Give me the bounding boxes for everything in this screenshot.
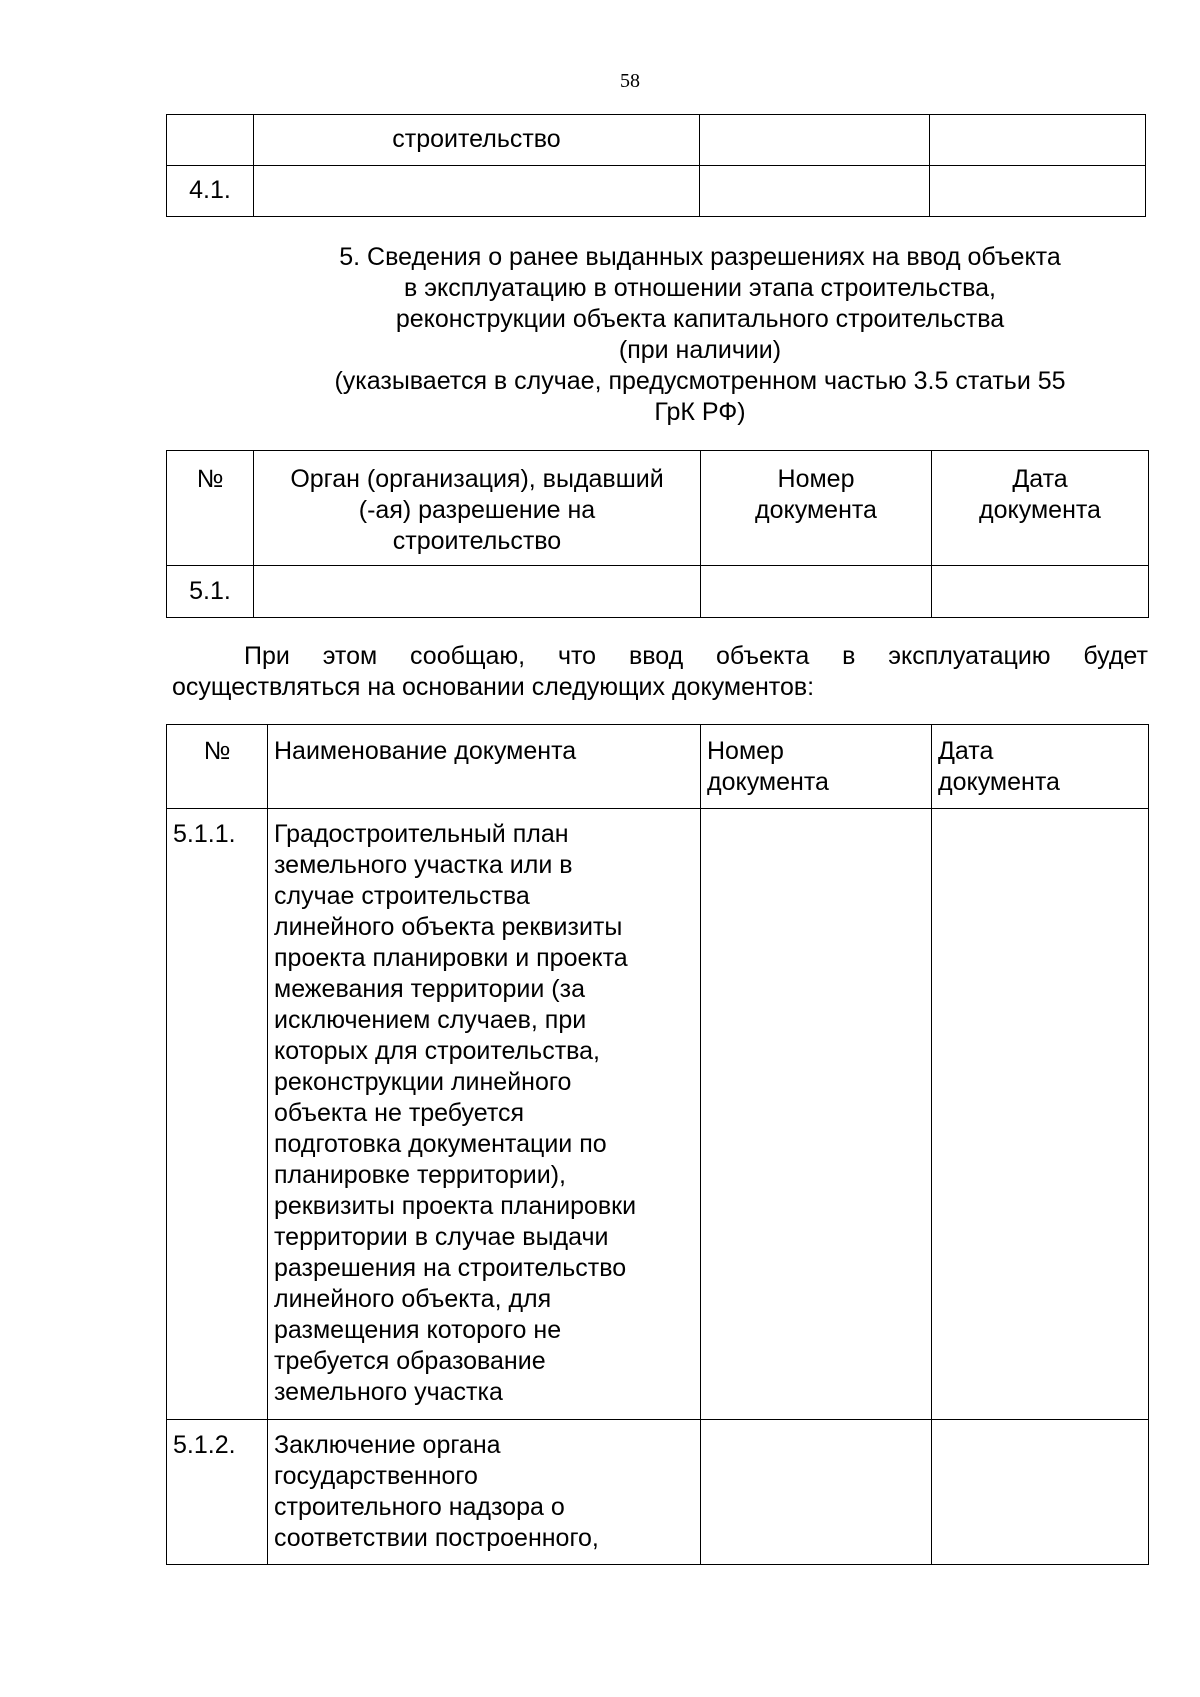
text-line: планировке территории),: [274, 1161, 566, 1189]
table-header-row: [167, 725, 1149, 809]
text-line: проекта планировки и проекта: [274, 944, 628, 972]
word: ввод: [628, 642, 684, 670]
header-line: документа: [707, 768, 829, 796]
header-line: Дата: [1012, 465, 1068, 493]
text-line: территории в случае выдачи: [274, 1223, 609, 1251]
header-doc-date: [932, 725, 1149, 809]
heading-line: (при наличии): [618, 336, 782, 364]
header-num: №: [167, 725, 268, 809]
header-line: Номер: [707, 737, 784, 765]
table-row: [167, 1420, 1149, 1565]
text-line: разрешения на строительство: [274, 1254, 627, 1282]
row-number-cell: 5.1.: [167, 566, 254, 618]
word: сообщаю,: [410, 642, 526, 670]
permits-table: [166, 450, 1149, 618]
text-line: реквизиты проекта планировки: [274, 1192, 637, 1220]
header-document-name: Наименование документа: [268, 725, 701, 809]
construction-table: [166, 114, 1146, 217]
text-line: требуется образование: [274, 1347, 546, 1375]
description-cell: строительство: [254, 115, 700, 166]
header-line: документа: [938, 768, 1060, 796]
text-line: земельного участка или в: [274, 851, 573, 879]
doc-number-cell: [701, 809, 932, 1420]
text-line: соответствии построенного,: [274, 1524, 599, 1552]
header-line: Орган (организация), выдавший: [290, 465, 664, 493]
table-row: [167, 809, 1149, 1420]
description-cell: [254, 166, 700, 217]
header-line: Дата: [938, 737, 994, 765]
paragraph-line: осуществляться на основании следующих документов:: [172, 673, 815, 701]
statement-paragraph: [172, 641, 1148, 703]
header-doc-number: [701, 451, 932, 566]
text-line: государственного: [274, 1462, 478, 1490]
doc-number-cell: [701, 1420, 932, 1565]
table-row: [167, 166, 1146, 217]
text-line: межевания территории (за: [274, 975, 585, 1003]
table-row: [167, 566, 1149, 618]
row-number-cell: [167, 115, 254, 166]
paragraph-line: [172, 641, 1148, 672]
text-line: исключением случаев, при: [274, 1006, 587, 1034]
text-line: подготовка документации по: [274, 1130, 607, 1158]
row-number-cell: 5.1.1.: [167, 809, 268, 1420]
row-number-cell: 5.1.2.: [167, 1420, 268, 1565]
row-number-cell: 4.1.: [167, 166, 254, 217]
doc-date-cell: [932, 1420, 1149, 1565]
word: При: [244, 642, 290, 670]
header-line: документа: [979, 496, 1101, 524]
document-name-cell: [268, 1420, 701, 1565]
word: что: [557, 642, 597, 670]
heading-line: в эксплуатацию в отношении этапа строительства,: [404, 274, 996, 302]
text-line: земельного участка: [274, 1378, 503, 1406]
doc-date-cell: [932, 566, 1149, 618]
text-line: линейного объекта реквизиты: [274, 913, 623, 941]
text-line: Градостроительный план: [274, 820, 569, 848]
doc-date-cell: [930, 166, 1146, 217]
doc-date-cell: [932, 809, 1149, 1420]
word: этом: [322, 642, 378, 670]
text-line: случае строительства: [274, 882, 530, 910]
word: объекта: [716, 642, 810, 670]
heading-line: ГрК РФ): [654, 398, 746, 426]
doc-date-cell: [930, 115, 1146, 166]
header-num: №: [167, 451, 254, 566]
word: эксплуатацию: [888, 642, 1051, 670]
word: в: [842, 642, 856, 670]
word: будет: [1083, 642, 1148, 670]
text-line: Заключение органа: [274, 1431, 501, 1459]
document-name-cell: [268, 809, 701, 1420]
doc-number-cell: [700, 166, 930, 217]
doc-number-cell: [700, 115, 930, 166]
header-line: Номер: [777, 465, 855, 493]
table-row: [167, 115, 1146, 166]
table-header-row: [167, 451, 1149, 566]
heading-line: (указывается в случае, предусмотренном частью 3.5 статьи 55: [334, 367, 1066, 395]
text-line: реконструкции линейного: [274, 1068, 572, 1096]
page-number: 58: [620, 70, 640, 92]
text-line: линейного объекта, для: [274, 1285, 552, 1313]
text-line: которых для строительства,: [274, 1037, 601, 1065]
header-doc-number: [701, 725, 932, 809]
header-line: (-ая) разрешение на: [358, 496, 596, 524]
header-doc-date: [932, 451, 1149, 566]
organization-cell: [254, 566, 701, 618]
documents-table: [166, 724, 1149, 1565]
header-organization: [254, 451, 701, 566]
text-line: объекта не требуется: [274, 1099, 525, 1127]
heading-line: 5. Сведения о ранее выданных разрешениях на ввод объекта: [339, 243, 1061, 271]
header-line: строительство: [392, 527, 562, 555]
heading-line: реконструкции объекта капитального строительства: [395, 305, 1005, 333]
section-heading: [270, 242, 1130, 428]
text-line: размещения которого не: [274, 1316, 562, 1344]
text-line: строительного надзора о: [274, 1493, 565, 1521]
doc-number-cell: [701, 566, 932, 618]
header-line: документа: [755, 496, 877, 524]
